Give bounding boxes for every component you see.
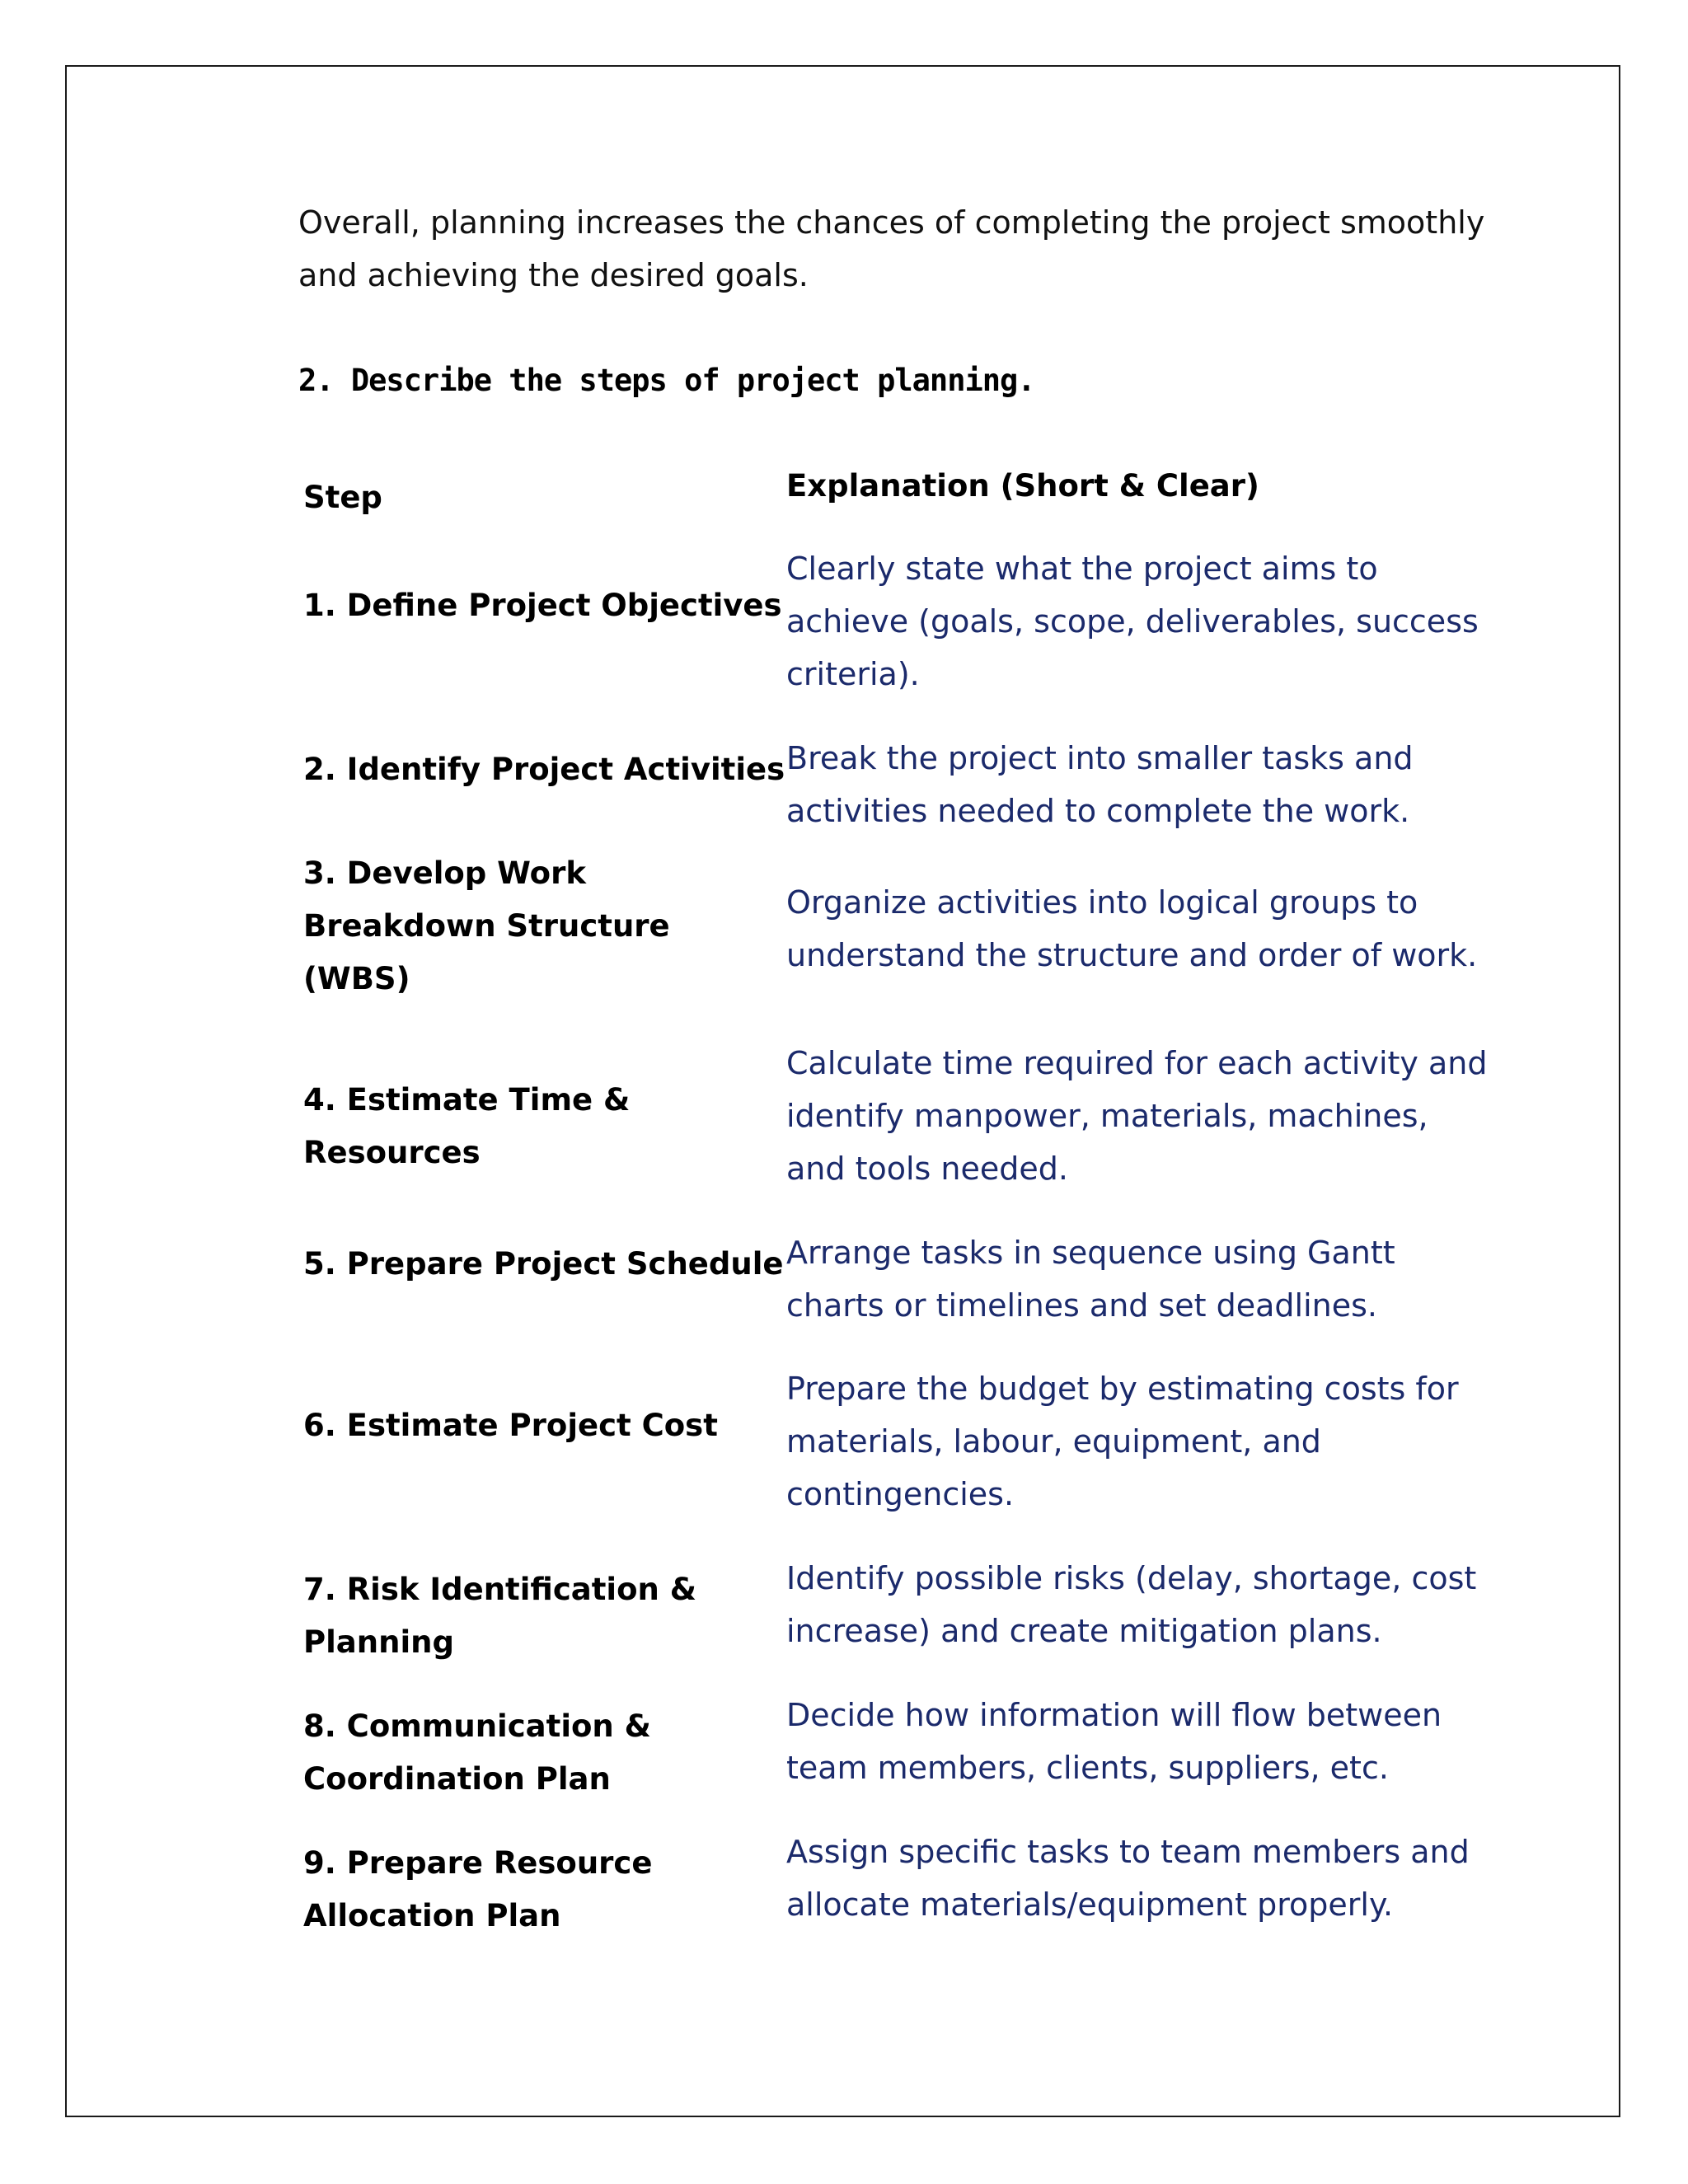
table-header-row bbox=[298, 460, 1493, 542]
table-row bbox=[298, 855, 1493, 1037]
intro-paragraph: Overall, planning increases the chances of completing the project smoothly and achieving the desired goals. bbox=[298, 204, 1485, 293]
explanation-cell: Prepare the budget by estimating costs for materials, labour, equipment, and contingencies. bbox=[786, 1371, 1459, 1512]
step-cell: 2. Identify Project Activities bbox=[303, 752, 785, 787]
step-cell: 3. Develop Work Breakdown Structure (WBS) bbox=[303, 855, 670, 996]
header-step: Step bbox=[303, 480, 382, 515]
table-row bbox=[298, 1825, 1493, 1957]
table-row bbox=[298, 732, 1493, 864]
header-explanation: Explanation (Short & Clear) bbox=[786, 468, 1259, 504]
question-heading: 2. Describe the steps of project planning. bbox=[298, 363, 1035, 398]
explanation-cell: Decide how information will flow between team members, clients, suppliers, etc. bbox=[786, 1697, 1442, 1786]
table-row bbox=[298, 1552, 1493, 1689]
step-cell: 6. Estimate Project Cost bbox=[303, 1408, 718, 1443]
explanation-cell: Break the project into smaller tasks and activities needed to complete the work. bbox=[786, 740, 1414, 829]
table-row bbox=[298, 542, 1493, 732]
steps-table bbox=[298, 460, 1493, 1957]
step-cell: 5. Prepare Project Schedule bbox=[303, 1246, 784, 1282]
explanation-cell: Calculate time required for each activity and identify manpower, materials, machines, and tools needed. bbox=[786, 1045, 1488, 1187]
document-content bbox=[298, 196, 1493, 1933]
step-cell: 1. Define Project Objectives bbox=[303, 588, 782, 623]
explanation-cell: Organize activities into logical groups to understand the structure and order of work. bbox=[786, 884, 1478, 973]
step-cell: 4. Estimate Time & Resources bbox=[303, 1082, 631, 1170]
explanation-cell: Assign specific tasks to team members and allocate materials/equipment properly. bbox=[786, 1834, 1470, 1923]
explanation-cell: Arrange tasks in sequence using Gantt charts or timelines and set deadlines. bbox=[786, 1235, 1395, 1324]
table-row bbox=[298, 1689, 1493, 1825]
step-cell: 8. Communication & Coordination Plan bbox=[303, 1708, 651, 1797]
table-row bbox=[298, 1226, 1493, 1362]
explanation-cell: Identify possible risks (delay, shortage, cost increase) and create mitigation plans. bbox=[786, 1560, 1477, 1649]
table-row bbox=[298, 1362, 1493, 1552]
step-cell: 9. Prepare Resource Allocation Plan bbox=[303, 1845, 653, 1933]
explanation-cell: Clearly state what the project aims to achieve (goals, scope, deliverables, success criteria). bbox=[786, 551, 1479, 692]
table-row bbox=[298, 1037, 1493, 1226]
step-cell: 7. Risk Identification & Planning bbox=[303, 1572, 697, 1660]
